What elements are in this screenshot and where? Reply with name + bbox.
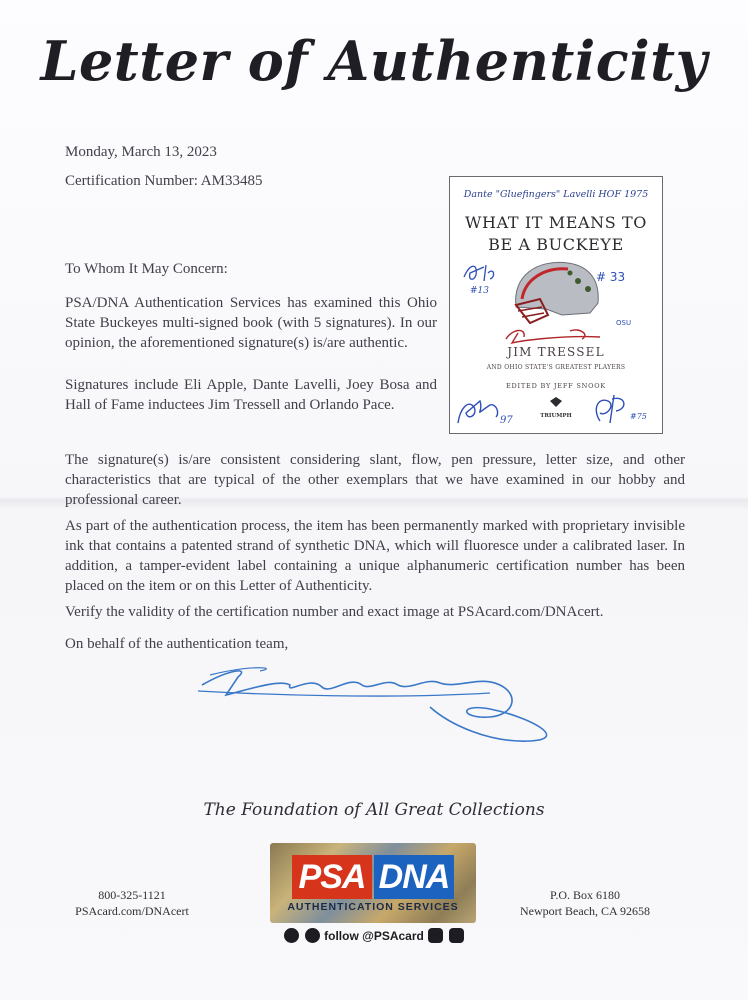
inscription-hash: # 33 xyxy=(596,270,626,284)
paragraph-consistency: The signature(s) is/are consistent considering slant, flow, pen pressure, letter size, and other characteristics that are typical of the other exemplars that we have examined in our hobby and professional career. xyxy=(65,452,685,508)
closing-line: On behalf of the authentication team, xyxy=(65,636,289,652)
triumph-logo-icon xyxy=(550,397,562,407)
facebook-icon[interactable] xyxy=(284,928,299,943)
book-author: JIM TRESSEL xyxy=(507,345,605,359)
book-title-line-1: WHAT IT MEANS TO xyxy=(465,213,647,232)
signature-jim-tressel xyxy=(506,330,600,343)
logo-psa-text: PSA xyxy=(292,855,372,899)
book-subtitle: AND OHIO STATE'S GREATEST PLAYERS xyxy=(486,364,626,371)
verify-statement: Verify the validity of the certification number and exact image at PSAcard.com/DNAcert. xyxy=(65,604,604,620)
logo-dna-text: DNA xyxy=(374,855,454,899)
buckeyes-helmet-icon xyxy=(516,262,599,323)
inscription-97: 97 xyxy=(500,415,513,426)
footer-phone: 800-325-1121 xyxy=(98,888,166,902)
social-follow-text: follow @PSAcard xyxy=(324,929,424,943)
footer-city: Newport Beach, CA 92658 xyxy=(520,904,650,918)
book-cover-image xyxy=(449,176,663,434)
letter-heading: Letter of Authenticity xyxy=(40,29,708,93)
inscription-lavelli: Dante "Gluefingers" Lavelli HOF 1975 xyxy=(463,189,649,200)
certification-number: Certification Number: AM33485 xyxy=(65,173,263,189)
instagram-icon[interactable] xyxy=(428,928,443,943)
social-follow-bar xyxy=(0,928,748,943)
logo-authentication-services: AUTHENTICATION SERVICES xyxy=(287,901,459,913)
paragraph-dna-process: As part of the authentication process, the item has been permanently marked with proprietary invisible ink that contains a patented strand of synthetic DNA, which will fluoresce under a calibrated laser. In addition, a tamper-evident label containing a unique alphanumeric certification number has been placed on the item or on this Letter of Authenticity. xyxy=(65,518,685,594)
youtube-icon[interactable] xyxy=(449,928,464,943)
signature-eli-apple xyxy=(464,265,494,281)
twitter-icon[interactable] xyxy=(305,928,320,943)
paragraph-signatures: Signatures include Eli Apple, Dante Lavelli, Joey Bosa and Hall of Fame inductees Jim Tressell and Orlando Pace. xyxy=(65,377,437,413)
footer-contact-right xyxy=(505,887,665,919)
footer-tagline: The Foundation of All Great Collections xyxy=(203,800,545,820)
authenticator-signature xyxy=(190,655,570,745)
footer-po-box: P.O. Box 6180 xyxy=(549,888,620,902)
salutation: To Whom It May Concern: xyxy=(65,261,228,277)
book-title-line-2: BE A BUCKEYE xyxy=(488,235,624,254)
signature-joey-bosa xyxy=(458,401,498,423)
signature-orlando-pace xyxy=(596,395,624,423)
inscription-osu: OSU xyxy=(616,319,632,327)
footer-contact-left xyxy=(72,887,192,919)
psa-dna-logo xyxy=(270,843,476,923)
letter-date: Monday, March 13, 2023 xyxy=(65,144,217,160)
book-editor: EDITED BY JEFF SNOOK xyxy=(506,382,606,390)
paragraph-examination: PSA/DNA Authentication Services has examined this Ohio State Buckeyes multi-signed book (with 5 signatures). In our opinion, the aforementioned signature(s) is/are authentic. xyxy=(65,295,437,351)
inscription-13: #13 xyxy=(470,286,489,296)
inscription-75: #75 xyxy=(630,412,647,421)
footer-website[interactable]: PSAcard.com/DNAcert xyxy=(75,904,189,918)
book-publisher: TRIUMPH xyxy=(540,413,572,419)
